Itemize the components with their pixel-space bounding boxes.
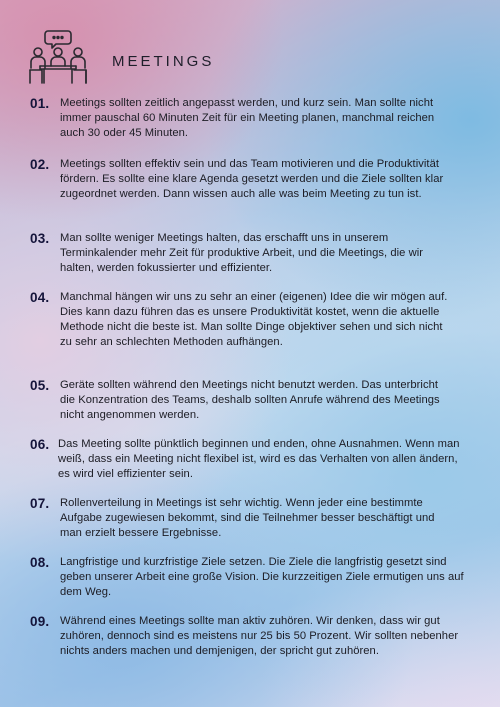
list-item — [30, 614, 465, 659]
item-number: 01. — [30, 96, 50, 111]
list-item — [30, 555, 465, 600]
list-item — [30, 378, 450, 423]
list-item — [30, 157, 452, 202]
item-text: Meetings sollten effektiv sein und das Team motivieren und die Produktivität fördern. Es sollte eine klare Agenda gesetzt werden und die Ziele sollten klar zugeordnet werden. Dann wissen auch alle was beim Meeting zu tun ist. — [60, 158, 444, 200]
meeting-people-icon — [26, 28, 90, 86]
item-number: 05. — [30, 378, 50, 393]
item-text: Meetings sollten zeitlich angepasst werden, und kurz sein. Man sollte nicht immer pauschal 60 Minuten Zeit für ein Meeting planen, manchmal reichen auch 30 oder 45 Minuten. — [60, 97, 435, 139]
item-number: 07. — [30, 496, 50, 511]
item-number: 02. — [30, 157, 50, 172]
item-number: 08. — [30, 555, 50, 570]
item-number: 06. — [30, 437, 50, 452]
header — [26, 28, 214, 86]
list-item — [30, 96, 440, 141]
item-text: Man sollte weniger Meetings halten, das erschafft uns in unserem Terminkalender mehr Zeit für produktive Arbeit, und die Meetings, die wir halten, werden fokussierter und effizienter. — [60, 232, 424, 274]
list-item — [30, 231, 455, 276]
list-item — [30, 496, 450, 541]
item-number: 03. — [30, 231, 50, 246]
page-title: MEETINGS — [112, 52, 215, 70]
item-text: Geräte sollten während den Meetings nicht benutzt werden. Das unterbricht die Konzentration des Teams, deshalb sollten Anrufe während des Meetings nicht angenommen werden. — [60, 379, 440, 421]
item-text: Während eines Meetings sollte man aktiv zuhören. Wir denken, dass wir gut zuhören, dennoch sind es meistens nur 25 bis 50 Prozent. Wir sollten nebenher nichts anders machen und demjenigen, der spricht gut zuhören. — [60, 615, 459, 657]
item-text: Rollenverteilung in Meetings ist sehr wichtig. Wenn jeder eine bestimmte Aufgabe zugewiesen bekommt, sind die Teilnehmer besser beschäftigt und man erzielt bessere Ergebnisse. — [60, 497, 435, 539]
item-text: Das Meeting sollte pünktlich beginnen und enden, ohne Ausnahmen. Wenn man weiß, dass ein Meeting nicht flexibel ist, wird es das Verhalten von allen ändern, es wird viel effizienter sein. — [58, 438, 460, 480]
list-item — [30, 290, 452, 350]
item-number: 09. — [30, 614, 50, 629]
list-item — [30, 437, 470, 482]
item-text: Manchmal hängen wir uns zu sehr an einer (eigenen) Idee die wir mögen auf. Dies kann dazu führen das es unsere Produktivität kostet, wenn die aktuelle Methode nicht die beste ist. Man sollte Dinge objektiver sehen und sich nicht zu sehr an schlechten Methoden aufhängen. — [60, 291, 448, 348]
item-text: Langfristige und kurzfristige Ziele setzen. Die Ziele die langfristig gesetzt sind geben unserer Arbeit eine große Vision. Die kurzzeitigen Ziele ermutigen uns auf dem Weg. — [60, 556, 464, 598]
item-number: 04. — [30, 290, 50, 305]
